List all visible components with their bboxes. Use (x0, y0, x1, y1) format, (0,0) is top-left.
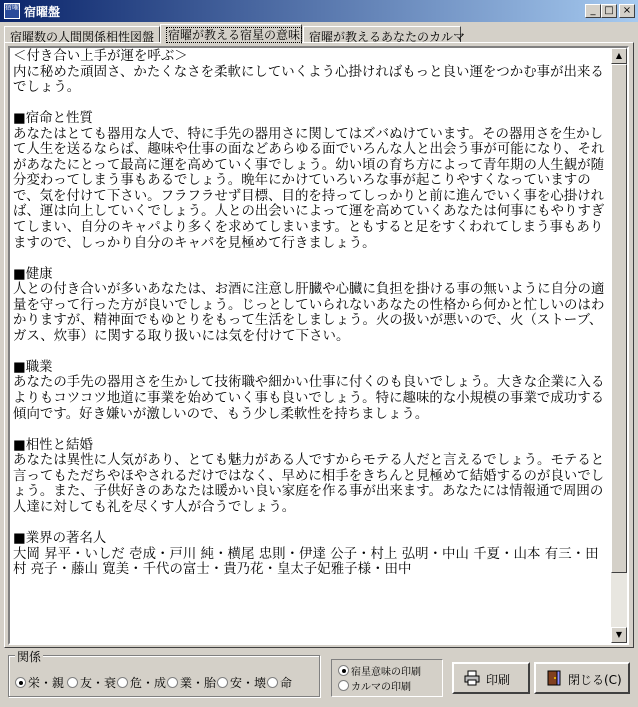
tab-star-meaning[interactable] (160, 24, 302, 44)
close-window-button[interactable]: × (619, 4, 635, 18)
relation-group (8, 650, 320, 697)
print-button[interactable] (452, 662, 530, 694)
radio-icon (338, 680, 349, 691)
radio-an-kai[interactable] (217, 674, 266, 688)
tab-compatibility-chart[interactable] (4, 26, 160, 43)
radio-label: 友・衰 (80, 676, 117, 690)
radio-mei[interactable] (267, 674, 292, 688)
radio-selected-icon (338, 665, 349, 676)
radio-label: 安・壊 (230, 676, 267, 690)
radio-label: 業・胎 (180, 676, 217, 690)
radio-label: カルマの印刷 (351, 682, 411, 693)
radio-gyo-tai[interactable] (167, 674, 216, 688)
meaning-text: ＜付き合い上手が運を呼ぶ＞ 内に秘めた頑固さ、かたくなさを柔軟にしていくよう心掛ければもっと良い運をつかむ事が出来るでしょう。 ■宿命と性質 あなたはとても器用な人で、特に手先の器用さに関してはズバぬけています。その器用さを生かして人生を送るならば、趣味や仕事の面などあらゆる面でいろんな人と出会う事が可能になり、それがあなたにとって最高に運を高めていく事でしょう。幼い頃の育ち方によって青年期の人生観が随分変わってしまう事もあるでしょう。晩年にかけていろいろな事が起こりやすくなっていますので、気を付けて下さい。フラフラせず目標、目的を持ってしっかりと前に進んでいく事を心掛ければ、運は向上していくでしょう。人との出会いによって運を高めていくあなたは何事にもやりすぎてしまい、自分のキャパより多くを求めてしまいます。ともすると足をすくわれてしまう事もありますので、しっかり自分のキャパを見極めて行きましょう。 ■健康 人との付き合いが多いあなたは、お酒に注意し肝臓や心臓に負担を掛ける事の無いように自分の適量を守って行った方が良いでしょう。じっとしていられないあなたの性格から何かと忙しいのはわかりますが、精神面でもゆとりをもって生活をしましょう。火の扱いが悪いので、火（ストーブ、ガス、炊事）に関する取り扱いには気を付けて下さい。 ■職業 あなたの手先の器用さを生かして技術職や細かい仕事に付くのも良いでしょう。大きな企業に入るよりもコツコツ地道に事業を始めていく事も良いでしょう。特に趣味的な小規模の事業で成功する傾向です。好き嫌いが激しいので、もう少し柔軟性を持ちましょう。 ■相性と結婚 あなたは異性に人気があり、とても魅力がある人ですからモテる人だと言えるでしょう。モテると言ってもただちやほやされるだけではなく、早めに相手をきちんと見極めて結婚するのが良いでしょう。また、子供好きのあなたは暖かい良い家庭を作る事が出来ます。あなたには情報通で周囲の人達に対しても礼を尽くす人が合うでしょう。 ■業界の著名人 大岡 昇平・いしだ 壱成・戸川 純・横尾 忠則・伊達 公子・村上 弘明・中山 千夏・山本 有三・田村 亮子・藤山 寛美・千代の富士・貴乃花・皇太子妃雅子様・田中 (13, 49, 605, 578)
radio-ei-shin[interactable] (15, 674, 64, 688)
window-title: 宿曜盤 (24, 5, 61, 19)
tab-label: 宿曜が教える宿星の意味 (168, 28, 301, 42)
close-button[interactable] (534, 662, 630, 694)
radio-label: 危・成 (130, 676, 167, 690)
title-bar (0, 0, 638, 22)
print-options-box (331, 659, 443, 697)
minimize-button[interactable]: _ (585, 4, 601, 18)
vertical-scrollbar[interactable] (611, 48, 627, 643)
maximize-button[interactable]: □ (601, 4, 617, 18)
meaning-text-area[interactable] (8, 46, 629, 645)
radio-yu-sui[interactable] (67, 674, 116, 688)
tab-karma[interactable] (303, 26, 466, 44)
radio-icon (167, 677, 178, 688)
radio-icon (217, 677, 228, 688)
app-icon[interactable]: 宿曜 (4, 3, 20, 19)
door-exit-icon (546, 670, 562, 686)
tab-label: 宿曜数の人間関係相性図盤 (10, 30, 155, 44)
print-button-label: 印刷 (486, 673, 511, 687)
radio-label: 栄・親 (28, 676, 65, 690)
scroll-thumb[interactable] (611, 64, 627, 573)
relation-group-label: 関係 (17, 650, 42, 664)
radio-ki-sei[interactable] (117, 674, 166, 688)
radio-icon (67, 677, 78, 688)
printer-icon (464, 670, 480, 686)
scroll-down-button[interactable]: ▼ (611, 627, 627, 643)
radio-selected-icon (15, 677, 26, 688)
radio-icon (267, 677, 278, 688)
radio-print-star-meaning[interactable] (338, 663, 421, 678)
close-button-label: 閉じる(C) (568, 673, 622, 687)
radio-label: 宿星意味の印刷 (351, 667, 421, 678)
tab-label: 宿曜が教えるあなたのカルマ (309, 30, 466, 44)
radio-label: 命 (280, 676, 293, 690)
scroll-up-button[interactable]: ▲ (611, 48, 627, 64)
radio-print-karma[interactable] (338, 678, 411, 693)
radio-icon (117, 677, 128, 688)
